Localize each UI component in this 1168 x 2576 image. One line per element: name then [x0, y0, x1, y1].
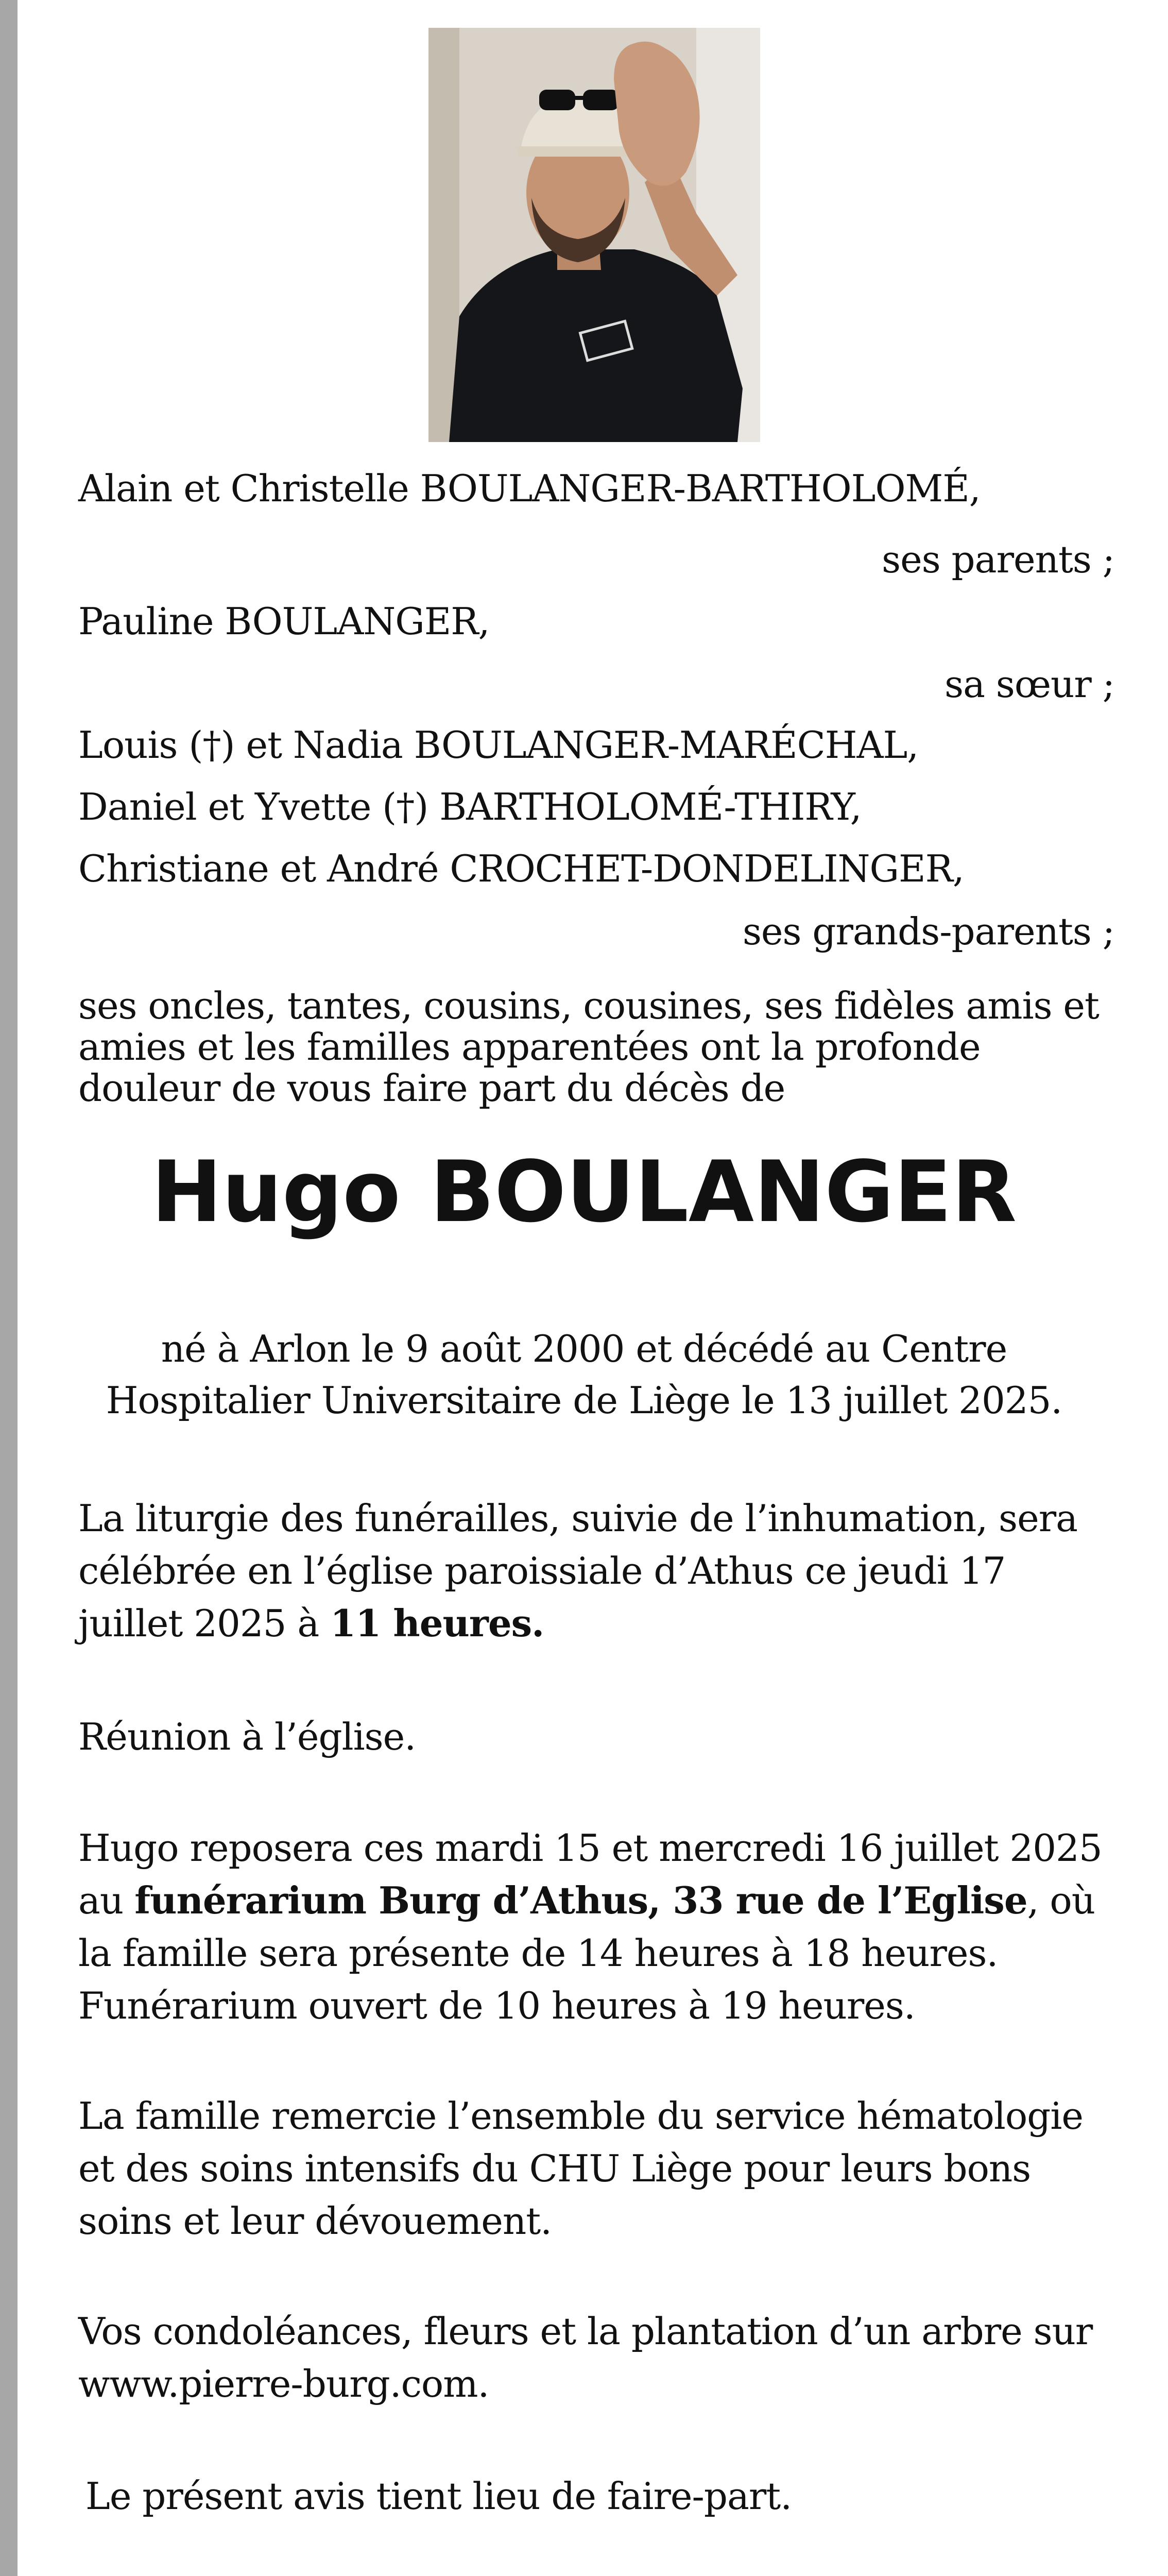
extended-family-paragraph: ses oncles, tantes, cousins, cousines, ses fidèles amis et amies et les familles apparentées ont la profonde douleur de vous faire part du décès de [78, 984, 1099, 1110]
grandparents-line-2: Daniel et Yvette (†) BARTHOLOMÉ-THIRY, [78, 785, 862, 828]
repose-place: funérarium Burg d’Athus, 33 rue de l’Eglise [134, 1878, 1027, 1922]
repose-text-2: , où la famille sera présente de 14 heures à 18 heures. Funérarium ouvert de 10 heures à 19 heures. [78, 1879, 1095, 2027]
liturgy-paragraph [78, 1492, 1119, 1650]
parents-role: ses parents ; [882, 538, 1114, 581]
left-margin-bar [0, 0, 18, 2576]
parents-names: Alain et Christelle BOULANGER-BARTHOLOMÉ, [78, 467, 981, 510]
grandparents-role: ses grands-parents ; [742, 910, 1114, 953]
birth-death-text: né à Arlon le 9 août 2000 et décédé au Centre Hospitalier Universitaire de Liège le 13 juillet 2025. [106, 1327, 1062, 1422]
condolences-paragraph: Vos condoléances, fleurs et la plantation d’un arbre sur www.pierre-burg.com. [78, 2310, 1093, 2405]
liturgy-text: La liturgie des funérailles, suivie de l’inhumation, sera célébrée en l’église paroissiale d’Athus ce jeudi 17 juillet 2025 à [78, 1497, 1078, 1645]
sister-role: sa sœur ; [944, 663, 1114, 706]
notice-paragraph: Le présent avis tient lieu de faire-part. [85, 2475, 792, 2518]
birth-death-info [0, 1323, 1168, 1426]
sister-name: Pauline BOULANGER, [78, 600, 490, 643]
meeting-paragraph: Réunion à l’église. [78, 1715, 416, 1758]
repose-paragraph [78, 1822, 1119, 2032]
portrait-photo [428, 28, 760, 442]
grandparents-line-1: Louis (†) et Nadia BOULANGER-MARÉCHAL, [78, 723, 919, 767]
grandparents-line-3: Christiane et André CROCHET-DONDELINGER, [78, 847, 964, 890]
deceased-name: Hugo BOULANGER [151, 1143, 1017, 1241]
thanks-paragraph: La famille remercie l’ensemble du service hématologie et des soins intensifs du CHU Liège pour leurs bons soins et leur dévouement. [78, 2094, 1083, 2243]
liturgy-time: 11 heures. [330, 1601, 544, 1645]
repose-text-1: Hugo reposera ces mardi 15 et mercredi 16 juillet 2025 au [78, 1826, 1102, 1922]
